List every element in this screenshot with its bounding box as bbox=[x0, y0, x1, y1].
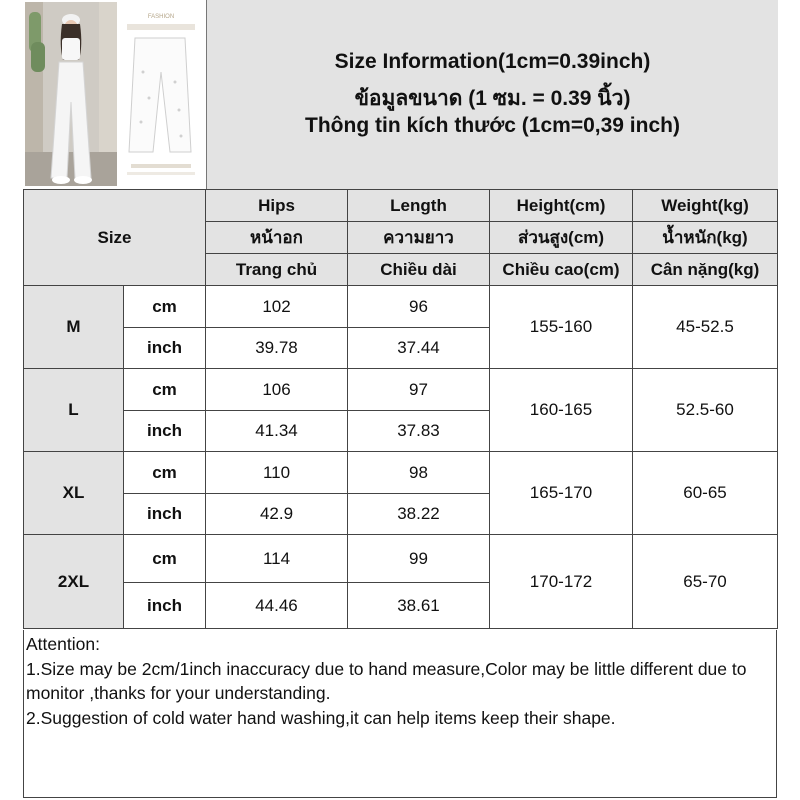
unit-inch: inch bbox=[124, 328, 206, 369]
attention-note-1: 1.Size may be 2cm/1inch inaccuracy due to hand measure,Color may be little different due to monitor ,thanks for your understanding. bbox=[26, 658, 747, 703]
hips-inch-value: 44.46 bbox=[206, 583, 348, 629]
hips-inch-value: 39.78 bbox=[206, 328, 348, 369]
hips-inch-value: 42.9 bbox=[206, 494, 348, 535]
height-header-en: Height(cm) bbox=[490, 190, 633, 222]
weight-header-vi: Cân nặng(kg) bbox=[633, 254, 778, 286]
weight-range-value: 60-65 bbox=[633, 452, 778, 535]
table-row-2xl-cm bbox=[24, 535, 778, 583]
unit-inch: inch bbox=[124, 583, 206, 629]
title-vietnamese: Thông tin kích thước (1cm=0,39 inch) bbox=[305, 114, 680, 137]
size-info-header bbox=[23, 0, 777, 190]
title-thai: ข้อมูลขนาด (1 ซม. = 0.39 นิ้ว) bbox=[354, 87, 631, 110]
size-cell-m: M bbox=[24, 286, 124, 369]
hips-cm-value: 106 bbox=[206, 369, 348, 411]
length-cm-value: 97 bbox=[348, 369, 490, 411]
hips-inch-value: 41.34 bbox=[206, 411, 348, 452]
height-range-value: 170-172 bbox=[490, 535, 633, 629]
length-inch-value: 38.61 bbox=[348, 583, 490, 629]
hips-cm-value: 110 bbox=[206, 452, 348, 494]
size-column-header: Size bbox=[24, 190, 206, 286]
unit-inch: inch bbox=[124, 494, 206, 535]
size-info-titles bbox=[206, 0, 778, 189]
unit-inch: inch bbox=[124, 411, 206, 452]
attention-note-2: 2.Suggestion of cold water hand washing,it can help items keep their shape. bbox=[26, 707, 616, 728]
table-row-l-cm bbox=[24, 369, 778, 411]
length-header-th: ความยาว bbox=[348, 222, 490, 254]
weight-range-value: 52.5-60 bbox=[633, 369, 778, 452]
attention-heading: Attention: bbox=[26, 634, 100, 654]
length-header-en: Length bbox=[348, 190, 490, 222]
weight-range-value: 65-70 bbox=[633, 535, 778, 629]
product-photo-illustration bbox=[25, 2, 205, 186]
hips-cm-value: 114 bbox=[206, 535, 348, 583]
height-range-value: 165-170 bbox=[490, 452, 633, 535]
hips-header-th: หน้าอก bbox=[206, 222, 348, 254]
attention-notes bbox=[23, 630, 777, 798]
height-range-value: 155-160 bbox=[490, 286, 633, 369]
hips-cm-value: 102 bbox=[206, 286, 348, 328]
size-cell-xl: XL bbox=[24, 452, 124, 535]
hips-header-vi: Trang chủ bbox=[206, 254, 348, 286]
length-header-vi: Chiều dài bbox=[348, 254, 490, 286]
length-cm-value: 98 bbox=[348, 452, 490, 494]
height-header-th: ส่วนสูง(cm) bbox=[490, 222, 633, 254]
height-range-value: 160-165 bbox=[490, 369, 633, 452]
weight-header-th: น้ำหนัก(kg) bbox=[633, 222, 778, 254]
table-row-m-cm bbox=[24, 286, 778, 328]
product-photo bbox=[25, 2, 205, 186]
table-row-xl-cm bbox=[24, 452, 778, 494]
length-inch-value: 37.44 bbox=[348, 328, 490, 369]
size-cell-l: L bbox=[24, 369, 124, 452]
unit-cm: cm bbox=[124, 535, 206, 583]
weight-range-value: 45-52.5 bbox=[633, 286, 778, 369]
size-cell-2xl: 2XL bbox=[24, 535, 124, 629]
weight-header-en: Weight(kg) bbox=[633, 190, 778, 222]
size-chart-sheet bbox=[23, 0, 777, 800]
length-inch-value: 37.83 bbox=[348, 411, 490, 452]
unit-cm: cm bbox=[124, 286, 206, 328]
height-header-vi: Chiều cao(cm) bbox=[490, 254, 633, 286]
unit-cm: cm bbox=[124, 452, 206, 494]
svg-text:FASHION: FASHION bbox=[147, 14, 175, 20]
length-cm-value: 99 bbox=[348, 535, 490, 583]
title-english: Size Information(1cm=0.39inch) bbox=[334, 50, 651, 73]
hips-header-en: Hips bbox=[206, 190, 348, 222]
size-table bbox=[23, 189, 778, 629]
length-cm-value: 96 bbox=[348, 286, 490, 328]
length-inch-value: 38.22 bbox=[348, 494, 490, 535]
unit-cm: cm bbox=[124, 369, 206, 411]
